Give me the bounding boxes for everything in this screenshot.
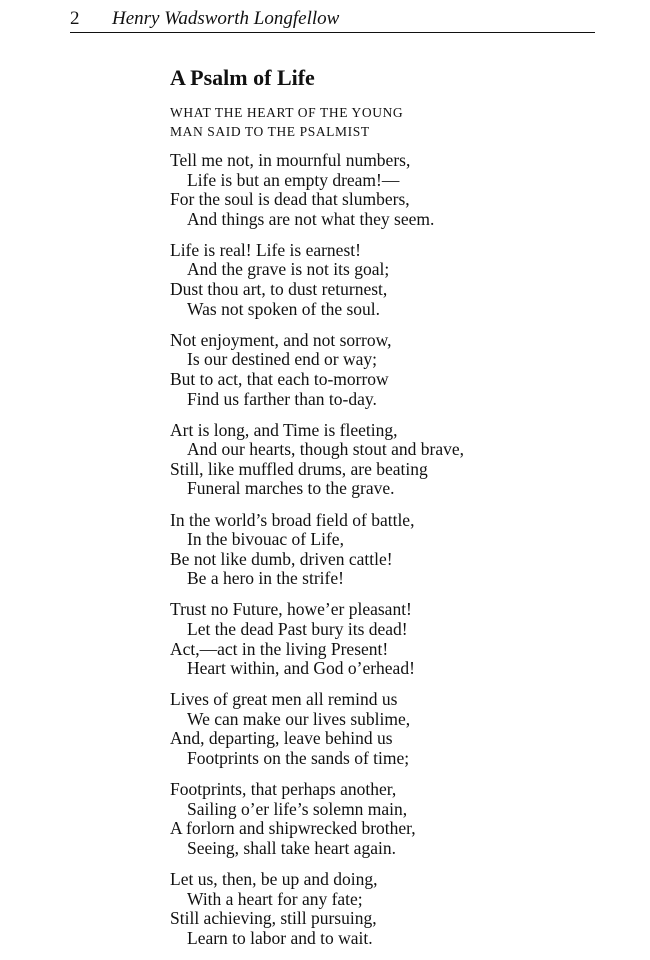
stanza: [170, 780, 590, 858]
poem-line: Sailing o’er life’s solemn main,: [187, 798, 408, 819]
poem-line: In the bivouac of Life,: [187, 529, 344, 550]
poem-line: Funeral marches to the grave.: [187, 478, 395, 499]
poem-line: Act,—act in the living Present!: [170, 638, 389, 659]
poem-line: Art is long, and Time is fleeting,: [170, 419, 398, 440]
poem-line: Find us farther than to-day.: [187, 388, 377, 409]
poem-line: But to act, that each to-morrow: [170, 368, 389, 389]
poem-line: Let us, then, be up and doing,: [170, 869, 378, 889]
subtitle-line: WHAT THE HEART OF THE YOUNG: [170, 105, 404, 120]
stanza: [170, 241, 590, 319]
stanza: [170, 331, 590, 409]
poem-line: Be not like dumb, driven cattle!: [170, 548, 393, 569]
running-head: [70, 6, 595, 33]
poem-title: A Psalm of Life: [170, 65, 315, 90]
stanza: [170, 511, 590, 589]
poem-line: Be a hero in the strife!: [187, 568, 344, 589]
page-number: 2: [70, 8, 80, 29]
stanza: [170, 870, 590, 948]
stanza: [170, 151, 590, 229]
poem-line: We can make our lives sublime,: [187, 708, 411, 729]
poem-line: Heart within, and God o’erhead!: [187, 658, 415, 679]
poem-line: Lives of great men all remind us: [170, 689, 398, 710]
poem-line: Life is but an empty dream!—: [187, 169, 400, 190]
poem-line: Is our destined end or way;: [187, 349, 378, 370]
poem-line: In the world’s broad field of battle,: [170, 509, 415, 530]
stanza: [170, 421, 590, 499]
poem-line: And the grave is not its goal;: [187, 259, 390, 280]
running-head-author: Henry Wadsworth Longfellow: [112, 8, 340, 29]
poem-line: Not enjoyment, and not sorrow,: [170, 329, 392, 350]
stanza: [170, 600, 590, 678]
poem-line: Let the dead Past bury its dead!: [187, 618, 408, 639]
poem-line: And our hearts, though stout and brave,: [187, 439, 465, 460]
subtitle-line: MAN SAID TO THE PSALMIST: [170, 124, 370, 139]
poem-subtitle: [170, 103, 590, 141]
poem-line: Still, like muffled drums, are beating: [170, 458, 428, 479]
poem-line: For the soul is dead that slumbers,: [170, 189, 410, 210]
poem-line: Tell me not, in mournful numbers,: [170, 150, 411, 170]
poem-line: Was not spoken of the soul.: [187, 298, 381, 319]
poem-line: Footprints on the sands of time;: [187, 748, 410, 769]
poem-body: [170, 151, 590, 948]
poem-line: Seeing, shall take heart again.: [187, 837, 396, 858]
poem-line: And, departing, leave behind us: [170, 728, 393, 749]
poem-line: Still achieving, still pursuing,: [170, 908, 377, 929]
poem-line: Learn to labor and to wait.: [187, 927, 373, 948]
poem-line: A forlorn and shipwrecked brother,: [170, 818, 416, 839]
poem-line: Dust thou art, to dust returnest,: [170, 279, 388, 300]
stanza: [170, 690, 590, 768]
poem-content: [170, 63, 590, 960]
poem-line: Footprints, that perhaps another,: [170, 779, 397, 800]
poem-line: Life is real! Life is earnest!: [170, 239, 361, 260]
poem-line: With a heart for any fate;: [187, 888, 363, 909]
poem-line: And things are not what they seem.: [187, 208, 435, 229]
poem-line: Trust no Future, howe’er pleasant!: [170, 599, 412, 620]
